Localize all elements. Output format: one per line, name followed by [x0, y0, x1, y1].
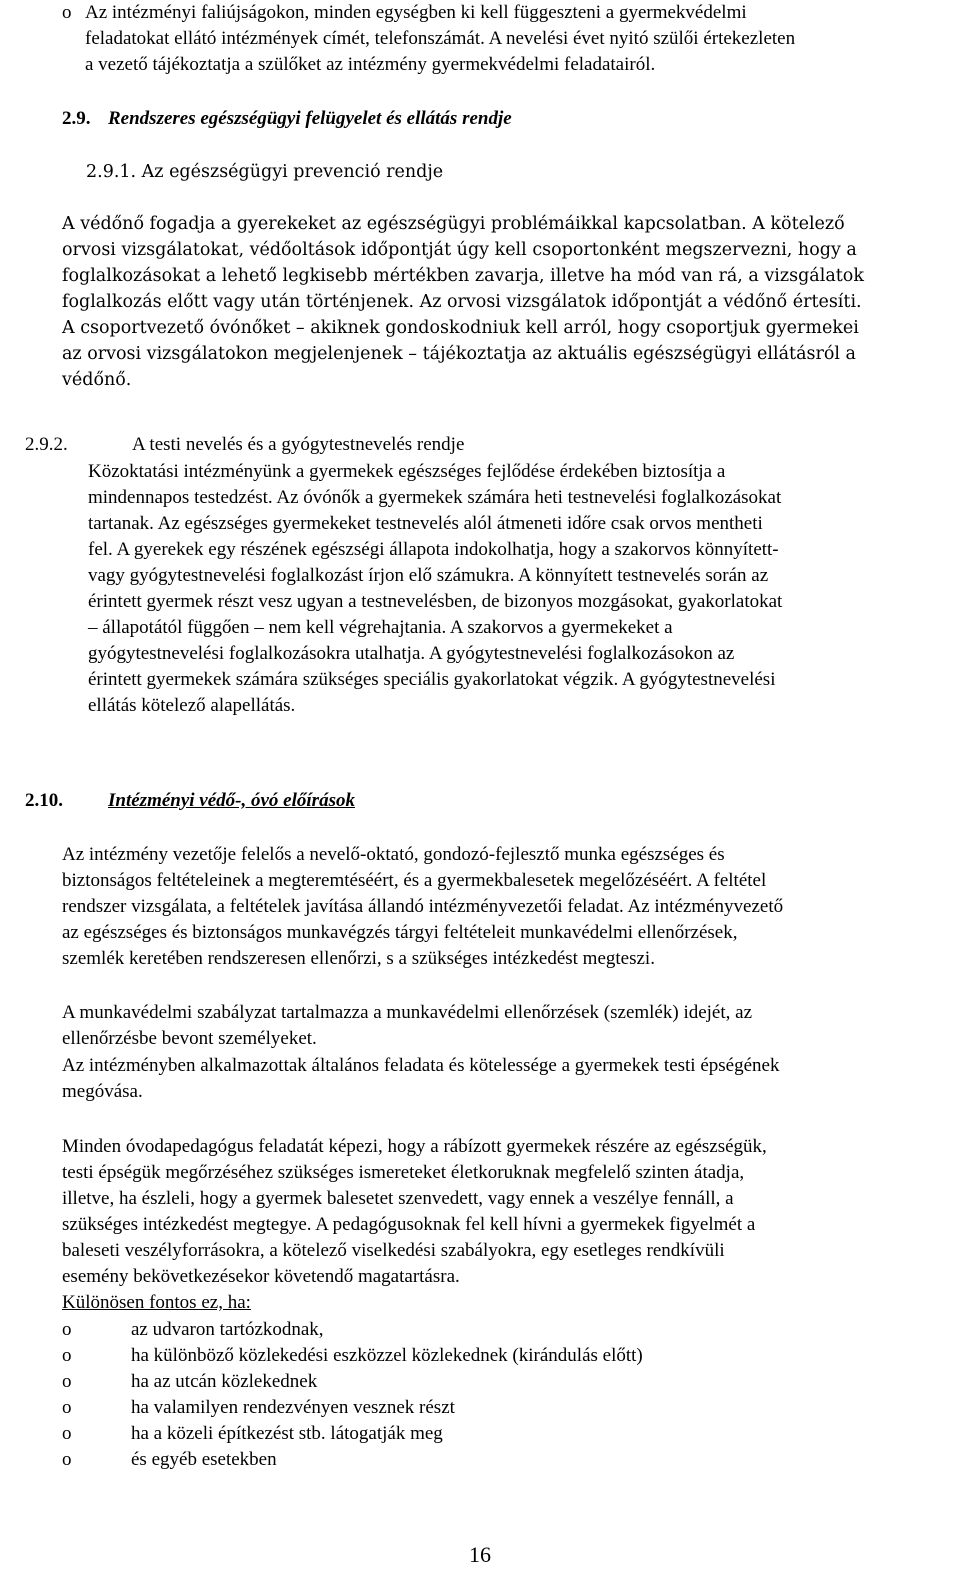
- list-item: az udvaron tartózkodnak,: [131, 1319, 324, 1340]
- paragraph-line: rendszer vizsgálata, a feltételek javítása állandó intézményvezetői feladat. Az intézményvezető: [62, 896, 784, 917]
- paragraph-line: érintett gyermek részt vesz ugyan a testnevelésben, de bizonyos mozgásokat, gyakorlatokat: [88, 591, 783, 612]
- intro-line: feladatokat ellátó intézmények címét, telefonszámát. A nevelési évet nyitó szülői értekezleten: [85, 28, 796, 49]
- paragraph-line: védőnő.: [62, 370, 132, 390]
- paragraph-line: baleseti veszélyforrásokra, a kötelező viselkedési szabályokra, egy esetleges rendkívüli: [62, 1240, 725, 1261]
- paragraph-line: fel. A gyerekek egy részének egészségi állapota indokolhatja, hogy a szakorvos könnyített-: [88, 539, 779, 560]
- paragraph-line: gyógytestnevelési foglalkozásokra utalhatja. A gyógytestnevelési foglalkozásokon az: [88, 643, 735, 664]
- bullet-marker: o: [62, 1449, 72, 1470]
- paragraph-line: A védőnő fogadja a gyerekeket az egészségügyi problémáikkal kapcsolatban. A kötelező: [62, 214, 845, 234]
- bullet-marker: o: [62, 1423, 72, 1444]
- paragraph-line: vagy gyógytestnevelési foglalkozást írjon elő számukra. A könnyített testnevelés során az: [88, 565, 769, 586]
- list-heading: Különösen fontos ez, ha:: [62, 1292, 251, 1313]
- intro-line: a vezető tájékoztatja a szülőket az intézmény gyermekvédelmi feladatairól.: [85, 54, 656, 75]
- page-number: 16: [469, 1542, 491, 1567]
- list-item: és egyéb esetekben: [131, 1449, 277, 1470]
- paragraph-line: testi épségük megőrzéséhez szükséges ismereteket életkoruknak megfelelő szinten átadja,: [62, 1162, 745, 1183]
- bullet-marker: o: [62, 1345, 72, 1366]
- intro-line: Az intézményi faliújságokon, minden egységben ki kell függeszteni a gyermekvédelmi: [85, 2, 747, 23]
- paragraph-line: – állapotától függően – nem kell végrehajtania. A szakorvos a gyermekeket a: [88, 617, 673, 638]
- paragraph-line: az orvosi vizsgálatokon megjelenjenek – tájékoztatja az aktuális egészségügyi ellátásról a: [62, 344, 856, 364]
- paragraph-line: szükséges intézkedést megtegye. A pedagógusoknak fel kell hívni a gyermekek figyelmét a: [62, 1214, 756, 1235]
- paragraph-line: Minden óvodapedagógus feladatát képezi, hogy a rábízott gyermekek részére az egészségük,: [62, 1136, 767, 1157]
- paragraph-line: az egészséges és biztonságos munkavégzés tárgyi feltételeit munkavédelmi ellenőrzések,: [62, 922, 738, 943]
- list-item: ha különböző közlekedési eszközzel közlekednek (kirándulás előtt): [131, 1345, 643, 1366]
- list-item: ha valamilyen rendezvényen vesznek részt: [131, 1397, 455, 1418]
- list-item: ha a közeli építkezést stb. látogatják meg: [131, 1423, 443, 1444]
- paragraph-line: A munkavédelmi szabályzat tartalmazza a munkavédelmi ellenőrzések (szemlék) idejét, az: [62, 1002, 753, 1023]
- bullet-marker: o: [62, 1319, 72, 1340]
- paragraph-line: illetve, ha észleli, hogy a gyermek balesetet szenvedett, vagy ennek a veszélye fennáll, a: [62, 1188, 734, 1209]
- paragraph-line: megóvása.: [62, 1081, 143, 1102]
- section-number: 2.9.: [62, 108, 91, 129]
- subsection-number: 2.9.2.: [25, 434, 68, 455]
- section-number: 2.10.: [25, 790, 63, 811]
- paragraph-line: Közoktatási intézményünk a gyermekek egészséges fejlődése érdekében biztosítja a: [88, 461, 726, 482]
- section-title: Intézményi védő-, óvó előírások: [108, 790, 355, 811]
- paragraph-line: ellenőrzésbe bevont személyeket.: [62, 1028, 317, 1049]
- paragraph-line: foglalkozásokat a lehető legkisebb mértékben zavarja, illetve ha mód van rá, a vizsgálatok: [62, 266, 864, 286]
- subsection-heading: 2.9.1. Az egészségügyi prevenció rendje: [86, 162, 444, 182]
- bullet-marker: o: [62, 1397, 72, 1418]
- section-title: Rendszeres egészségügyi felügyelet és ellátás rendje: [108, 108, 512, 129]
- paragraph-line: Az intézmény vezetője felelős a nevelő-oktató, gondozó-fejlesztő munka egészséges és: [62, 844, 725, 865]
- paragraph-line: érintett gyermekek számára szükséges speciális gyakorlatokat végzik. A gyógytestnevelési: [88, 669, 776, 690]
- bullet-marker: o: [62, 2, 72, 23]
- paragraph-line: ellátás kötelező alapellátás.: [88, 695, 296, 716]
- paragraph-line: Az intézményben alkalmazottak általános feladata és kötelessége a gyermekek testi épségének: [62, 1055, 780, 1076]
- paragraph-line: tartanak. Az egészséges gyermekeket testnevelés alól átmeneti időre csak orvos mentheti: [88, 513, 763, 534]
- paragraph-line: foglalkozás előtt vagy után történjenek. Az orvosi vizsgálatok időpontját a védőnő értesíti.: [62, 292, 862, 312]
- paragraph-line: szemlék keretében rendszeresen ellenőrzi, s a szükséges intézkedést megteszi.: [62, 948, 655, 969]
- paragraph-line: orvosi vizsgálatokat, védőoltások időpontját úgy kell csoportonként megszervezni, hogy a: [62, 240, 857, 260]
- paragraph-line: esemény bekövetkezésekor követendő magatartásra.: [62, 1266, 460, 1287]
- paragraph-line: mindennapos testedzést. Az óvónők a gyermekek számára heti testnevelési foglalkozásokat: [88, 487, 782, 508]
- subsection-title: A testi nevelés és a gyógytestnevelés rendje: [132, 434, 465, 455]
- paragraph-line: biztonságos feltételeinek a megteremtéséért, és a gyermekbalesetek megelőzéséért. A feltétel: [62, 870, 767, 891]
- paragraph-line: A csoportvezető óvónőket – akiknek gondoskodniuk kell arról, hogy csoportjuk gyermekei: [62, 318, 859, 338]
- list-item: ha az utcán közlekednek: [131, 1371, 318, 1392]
- bullet-marker: o: [62, 1371, 72, 1392]
